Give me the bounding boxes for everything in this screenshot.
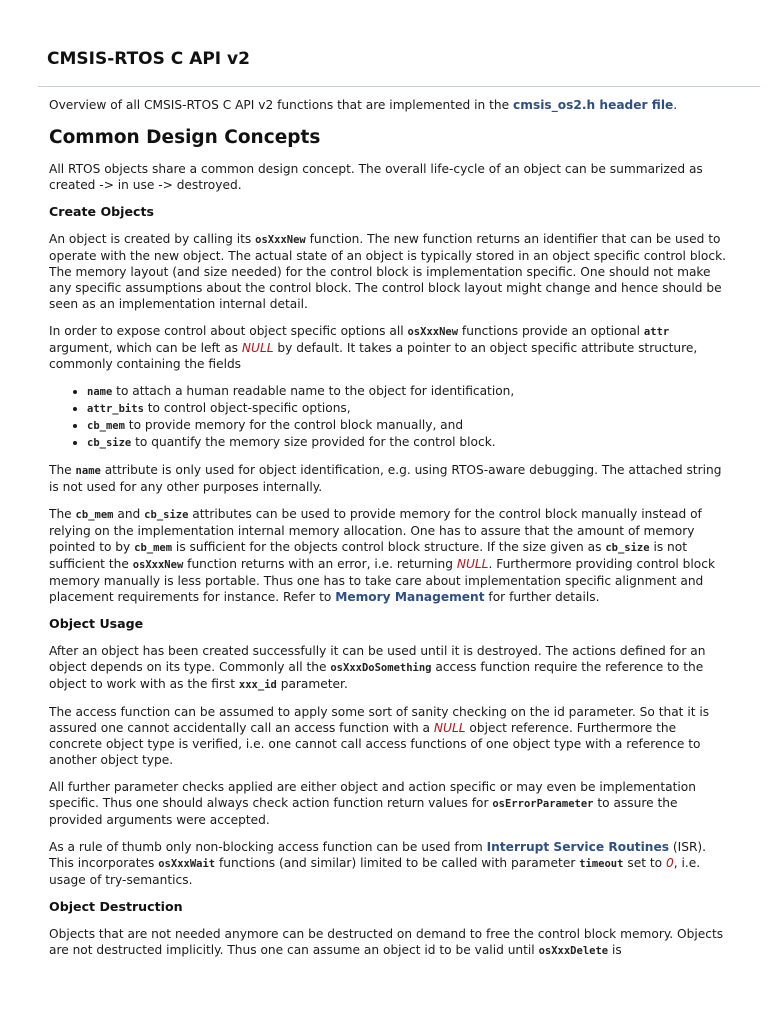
header-file-link[interactable]: cmsis_os2.h header file [513, 98, 674, 112]
create-objects-heading: Create Objects [49, 204, 154, 219]
object-destruction-heading: Object Destruction [49, 899, 183, 914]
code-osxxxdelete: osXxxDelete [538, 945, 609, 957]
list-item: • attr_bits to control object-specific options, [87, 400, 729, 417]
usage-paragraph-2: The access function can be assumed to apply some sort of sanity checking on the id parameter. So that it is assured one cannot accidentally call an access function with a NULL object reference. Furthermore the concrete object type is verified, i.e. one cannot call access functions of one object type with a reference to another object type. [49, 705, 710, 767]
code-name: name [75, 465, 101, 477]
object-usage-heading: Object Usage [49, 616, 144, 631]
code-cb-mem: cb_mem [134, 542, 173, 554]
code-osxxxnew: osXxxNew [255, 234, 306, 246]
code-xxx-id: xxx_id [238, 679, 277, 691]
code-osxxxwait: osXxxWait [158, 858, 216, 870]
code-cb-size: cb_size [144, 509, 189, 521]
field-code: attr_bits [87, 403, 144, 415]
attribute-fields-list [49, 383, 729, 451]
section-paragraph: All RTOS objects share a common design concept. The overall life-cycle of an object can be summarized as created -> in use -> destroyed. [49, 162, 703, 192]
intro-paragraph [49, 97, 729, 113]
field-code: name [87, 386, 113, 398]
null-value: NULL [433, 721, 466, 735]
section-heading: Common Design Concepts [49, 127, 321, 148]
usage-paragraph-4: As a rule of thumb only non-blocking access function can be used from Interrupt Service Routines (ISR). This incorporates osXxxWait functions (and similar) limited to be called with parameter timeout set to 0, i.e. usage of try-semantics. [49, 840, 707, 887]
create-paragraph-4: The cb_mem and cb_size attributes can be used to provide memory for the control block manually instead of relying on the implementation internal memory allocation. One has to assure that the amount of memory pointed to by cb_mem is sufficient for the objects control block structure. If the size given as cb_size is not sufficient the osXxxNew function returns with an error, i.e. returning NULL. Furthermore providing control block memory manually is less portable. Thus one has to take care about implementation specific alignment and placement requirements for instance. Refer to Memory Management for further details. [49, 507, 715, 604]
field-code: cb_mem [87, 420, 125, 432]
code-osxxxdosomething: osXxxDoSomething [330, 662, 432, 674]
title-divider [38, 86, 760, 87]
destruction-paragraph-1: Objects that are not needed anymore can be destructed on demand to free the control block memory. Objects are not destructed implicitly. Thus one can assume an object id to be valid until osXxxDelete is [49, 927, 724, 957]
null-value: NULL [241, 341, 274, 355]
page-title: CMSIS-RTOS C API v2 [47, 49, 250, 69]
code-osxxxnew: osXxxNew [132, 559, 184, 571]
usage-paragraph-3: All further parameter checks applied are either object and action specific or may even be implementation specific. Thus one should always check action function return values for osErrorParameter to assure the provided arguments were accepted. [49, 780, 696, 827]
null-value: NULL [456, 557, 489, 571]
create-paragraph-2: In order to expose control about object specific options all osXxxNew functions provide an optional attr argument, which can be left as NULL by default. It takes a pointer to an object specific attribute structure, commonly containing the fields [49, 324, 698, 371]
document-body [49, 95, 729, 970]
list-item: • name to attach a human readable name to the object for identification, [87, 383, 729, 400]
code-oserrorparameter: osErrorParameter [492, 798, 594, 810]
zero-value: 0 [665, 856, 674, 870]
code-timeout: timeout [579, 858, 624, 870]
intro-text-end: . [673, 98, 678, 112]
create-paragraph-1: An object is created by calling its osXxxNew function. The new function returns an identifier that can be used to operate with the new object. The actual state of an object is typically stored in an object specific control block. The memory layout (and size needed) for the control block is implementation specific. One should not make any specific assumptions about the control block. The control block layout might change and hence should be seen as an implementation internal detail. [49, 232, 727, 311]
interrupt-service-routines-link[interactable]: Interrupt Service Routines [486, 840, 669, 854]
code-cb-mem: cb_mem [75, 509, 114, 521]
code-attr: attr [643, 326, 670, 338]
code-osxxxnew: osXxxNew [407, 326, 459, 338]
code-cb-size: cb_size [605, 542, 650, 554]
memory-management-link[interactable]: Memory Management [335, 590, 485, 604]
list-item: • cb_mem to provide memory for the control block manually, and [87, 417, 729, 434]
usage-paragraph-1: After an object has been created successfully it can be used until it is destroyed. The actions defined for an object depends on its type. Commonly all the osXxxDoSomething access function require the reference to the object to work with as the first xxx_id parameter. [49, 644, 706, 691]
field-code: cb_size [87, 437, 132, 449]
intro-text: Overview of all CMSIS-RTOS C API v2 functions that are implemented in the [49, 98, 514, 112]
list-item: • cb_size to quantify the memory size provided for the control block. [87, 434, 729, 451]
create-paragraph-3: The name attribute is only used for object identification, e.g. using RTOS-aware debugging. The attached string is not used for any other purposes internally. [49, 463, 722, 494]
